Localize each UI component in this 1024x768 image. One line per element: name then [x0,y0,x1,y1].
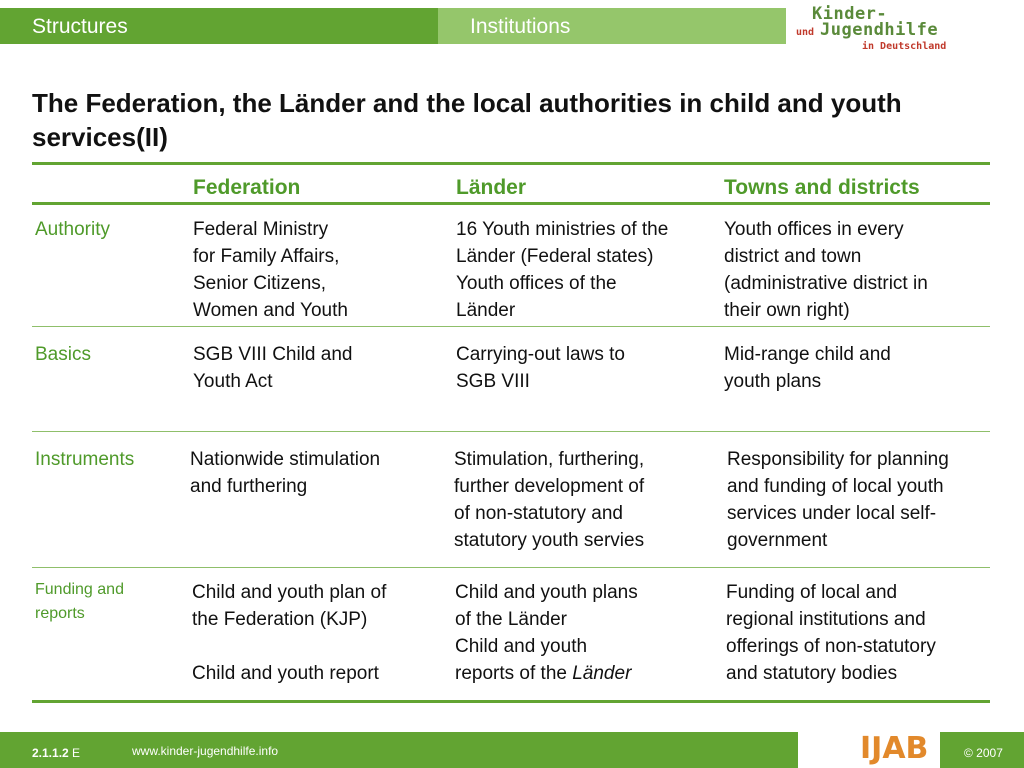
row-label-authority: Authority [35,219,110,240]
footer-copyright: © 2007 [964,746,1003,760]
column-header-laender: Länder [456,176,527,199]
slide-code [32,746,80,760]
divider-header [32,202,990,205]
cell-authority-federation: Federal Ministry for Family Affairs, Senior Citizens, Women and Youth [193,219,348,321]
ijab-logo [858,726,929,766]
header-tab-institutions-label: Institutions [470,15,571,38]
kinder-jugendhilfe-logo [794,4,964,52]
row-label-instruments: Instruments [35,449,135,470]
cell-basics-laender: Carrying-out laws to SGB VIII [456,344,625,392]
cell-funding-laender [455,579,638,687]
cell-basics-towns: Mid-range child and youth plans [724,344,891,392]
row-label-funding: Funding and reports [35,581,124,622]
footer-url-link[interactable]: www.kinder-jugendhilfe.info [132,744,279,758]
logo-und: und [796,27,815,38]
cell-funding-federation: Child and youth plan of the Federation (KJP) Child and youth report [192,582,387,684]
cell-funding-towns: Funding of local and regional institutions and offerings of non-statutory and statutory bodies [726,582,936,684]
slide-code-number: 2.1.1.2 [32,746,69,760]
cell-authority-towns: Youth offices in every district and town (administrative district in their own right) [724,219,928,321]
cell-funding-laender-italic: Länder [572,663,632,684]
cell-instruments-federation: Nationwide stimulation and furthering [190,449,381,497]
logo-line3: in Deutschland [862,41,947,52]
row-label-basics: Basics [35,344,91,365]
slide-code-suffix: E [68,746,81,760]
divider-row3 [32,567,990,568]
divider-row1 [32,326,990,327]
divider-top [32,162,990,165]
cell-instruments-laender: Stimulation, furthering, further development of of non-statutory and statutory youth servies [454,449,645,551]
cell-basics-federation: SGB VIII Child and Youth Act [193,344,353,392]
logo-line2: Jugendhilfe [820,20,939,40]
cell-funding-laender-text: Child and youth plans of the Länder Child and youth reports of the [455,582,638,684]
column-header-federation: Federation [193,176,301,199]
divider-bottom [32,700,990,703]
cell-instruments-towns: Responsibility for planning and funding of local youth services under local self- government [727,449,949,551]
column-header-towns: Towns and districts [724,176,920,199]
header-tab-structures-label: Structures [32,15,128,38]
header-tab-structures[interactable] [0,8,438,44]
divider-row2 [32,431,990,432]
footer-bar [0,732,798,768]
cell-authority-laender: 16 Youth ministries of the Länder (Federal states) Youth offices of the Länder [456,219,669,321]
logo-line1: Kinder- [812,4,888,24]
page-title: The Federation, the Länder and the local authorities in child and youth services(II) [32,88,902,152]
ijab-logo-text: IJAB [860,731,929,766]
header-tab-institutions[interactable] [438,8,786,44]
